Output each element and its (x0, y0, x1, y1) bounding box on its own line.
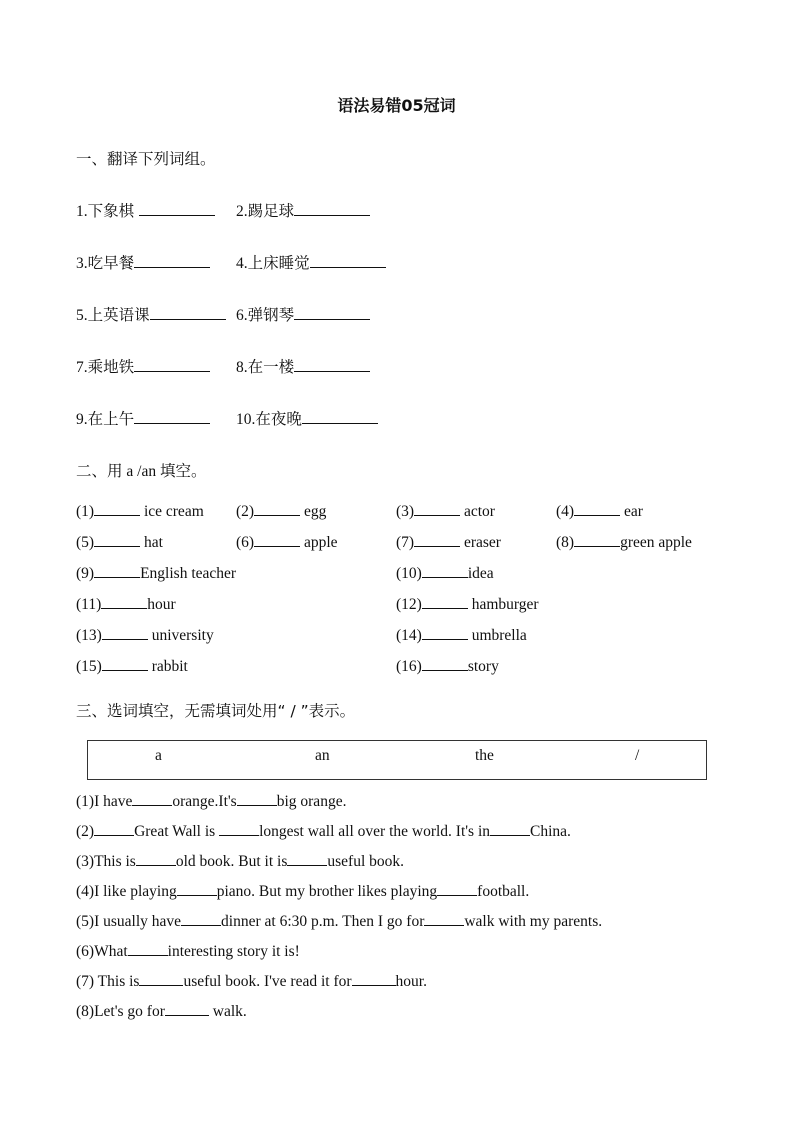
answer-blank[interactable] (94, 532, 140, 547)
answer-blank[interactable] (294, 201, 370, 216)
sentence-item: (4)I like playing piano. But my brother likes playing football. (76, 883, 530, 900)
answer-blank[interactable] (422, 594, 468, 609)
section-2-heading: 二、用 a /an 填空。 (76, 462, 207, 480)
answer-blank[interactable] (574, 501, 620, 516)
word-option: an (315, 747, 330, 764)
sentence-item: (6)What interesting story it is! (76, 943, 300, 960)
answer-blank[interactable] (414, 532, 460, 547)
answer-blank[interactable] (134, 253, 210, 268)
section-3-heading: 三、选词填空，无需填词处用“ / ”表示。 (76, 702, 356, 720)
fill-item: (12) hamburger (396, 596, 539, 613)
answer-blank[interactable] (181, 911, 221, 926)
translation-item: 4.上床睡觉 (236, 251, 386, 273)
word-option: / (635, 747, 640, 764)
sentence-item: (5)I usually have dinner at 6:30 p.m. Then I go for walk with my parents. (76, 913, 603, 930)
answer-blank[interactable] (294, 357, 370, 372)
answer-blank[interactable] (219, 821, 259, 836)
translation-item: 9.在上午 (76, 407, 210, 429)
answer-blank[interactable] (574, 532, 620, 547)
fill-item: (2) egg (236, 503, 327, 520)
answer-blank[interactable] (177, 881, 217, 896)
answer-blank[interactable] (254, 501, 300, 516)
answer-blank[interactable] (310, 253, 386, 268)
fill-item: (10) idea (396, 565, 494, 582)
sentence-item: (3)This is old book. But it is useful book. (76, 853, 405, 870)
answer-blank[interactable] (102, 625, 148, 640)
sentence-item: (2) Great Wall is longest wall all over the world. It's in China. (76, 823, 571, 840)
answer-blank[interactable] (414, 501, 460, 516)
fill-item: (3) actor (396, 503, 495, 520)
translation-item: 6.弹钢琴 (236, 303, 370, 325)
answer-blank[interactable] (424, 911, 464, 926)
answer-blank[interactable] (150, 305, 226, 320)
translation-item: 1.下象棋 (76, 199, 215, 221)
word-bank-box (87, 740, 707, 780)
answer-blank[interactable] (490, 821, 530, 836)
fill-item: (14) umbrella (396, 627, 527, 644)
page-title: 语法易错05冠词 (337, 96, 456, 115)
sentence-item: (1)I have orange.It's big orange. (76, 793, 347, 810)
answer-blank[interactable] (94, 501, 140, 516)
answer-blank[interactable] (94, 821, 134, 836)
answer-blank[interactable] (165, 1001, 209, 1016)
translation-item: 8.在一楼 (236, 355, 370, 377)
section-1-heading: 一、翻译下列词组。 (76, 150, 216, 168)
fill-item: (1) ice cream (76, 503, 204, 520)
answer-blank[interactable] (237, 791, 277, 806)
answer-blank[interactable] (422, 656, 468, 671)
word-option: a (155, 747, 162, 764)
answer-blank[interactable] (287, 851, 327, 866)
translation-item: 2.踢足球 (236, 199, 370, 221)
answer-blank[interactable] (352, 971, 396, 986)
answer-blank[interactable] (136, 851, 176, 866)
fill-item: (4) ear (556, 503, 643, 520)
translation-item: 5.上英语课 (76, 303, 226, 325)
fill-item: (5) hat (76, 534, 163, 551)
answer-blank[interactable] (437, 881, 477, 896)
answer-blank[interactable] (128, 941, 168, 956)
translation-item: 3.吃早餐 (76, 251, 210, 273)
translation-item: 10.在夜晚 (236, 407, 378, 429)
answer-blank[interactable] (422, 625, 468, 640)
answer-blank[interactable] (132, 791, 172, 806)
answer-blank[interactable] (101, 594, 147, 609)
answer-blank[interactable] (134, 409, 210, 424)
answer-blank[interactable] (94, 563, 140, 578)
answer-blank[interactable] (139, 201, 215, 216)
fill-item: (16) story (396, 658, 499, 675)
fill-item: (7) eraser (396, 534, 501, 551)
word-option: the (475, 747, 494, 764)
sentence-item: (8)Let's go for walk. (76, 1003, 247, 1020)
answer-blank[interactable] (134, 357, 210, 372)
answer-blank[interactable] (302, 409, 378, 424)
fill-item: (15) rabbit (76, 658, 188, 675)
translation-item: 7.乘地铁 (76, 355, 210, 377)
answer-blank[interactable] (254, 532, 300, 547)
fill-item: (9) English teacher (76, 565, 237, 582)
answer-blank[interactable] (139, 971, 183, 986)
answer-blank[interactable] (102, 656, 148, 671)
fill-item: (13) university (76, 627, 214, 644)
sentence-item: (7) This is useful book. I've read it for hour. (76, 973, 427, 990)
answer-blank[interactable] (294, 305, 370, 320)
fill-item: (11) hour (76, 596, 176, 613)
answer-blank[interactable] (422, 563, 468, 578)
fill-item: (6) apple (236, 534, 338, 551)
fill-item: (8) green apple (556, 534, 692, 551)
